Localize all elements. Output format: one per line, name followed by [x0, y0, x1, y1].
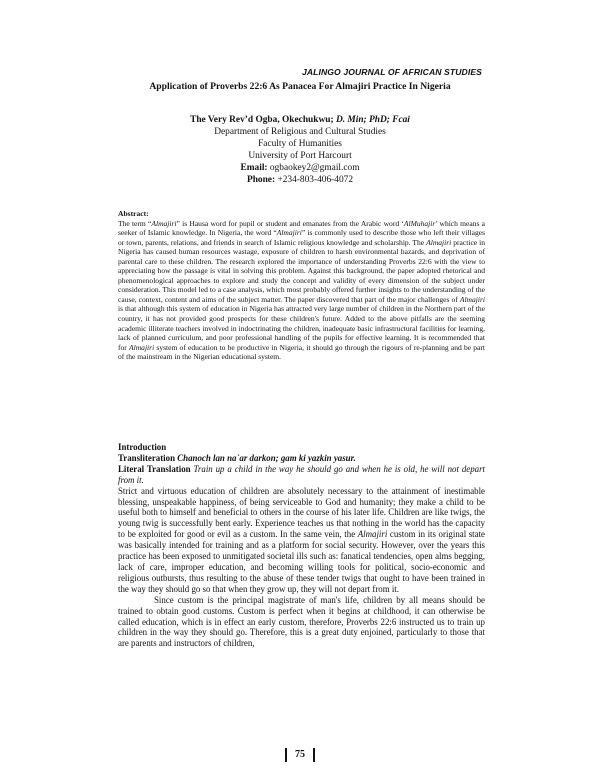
literal-translation-label: Literal Translation — [118, 463, 194, 474]
email-address: ogbaokey2@gmail.com — [267, 163, 360, 173]
faculty: Faculty of Humanities — [258, 139, 342, 149]
introduction-heading: Introduction — [118, 442, 167, 452]
literal-translation-line — [118, 464, 485, 486]
phone-line — [0, 174, 600, 186]
transliteration-label: Transliteration — [118, 452, 178, 463]
paper-title: Application of Proverbs 22:6 As Panacea For Almajiri Practice In Nigeria — [149, 81, 451, 92]
phone-label: Phone: — [246, 175, 276, 185]
abstract-label: Abstract: — [118, 209, 149, 218]
body-paragraph-2: Since custom is the principal magistrate of man's life, children by all means should be trained to obtain good customs. Custom is perfect when it begins at childhood, it can otherwise be called education, which is in effect an early custom, therefore, Proverbs 22:6 instructed us to train up children in the way they should go. Therefore, this is a great duty enjoined, particularly to those that are parents and instructors of children, — [118, 594, 485, 649]
page-number: 75 — [285, 748, 315, 762]
university: University of Port Harcourt — [248, 151, 352, 161]
author-block — [0, 114, 600, 186]
author-name: The Very Rev’d Ogba, Okechukwu; — [190, 115, 334, 125]
transliteration-line — [118, 453, 485, 464]
department: Department of Religious and Cultural Studies — [214, 127, 386, 137]
transliteration-text: Chanoch lan na`ar darkon; gam ki yazkin yasur. — [177, 452, 356, 463]
journal-name: JALINGO JOURNAL OF AFRICAN STUDIES — [301, 67, 482, 77]
abstract-text: The term “Almajiri” is Hausa word for pupil or student and emanates from the Arabic word ‘AlMuhajir’ which means a seeker of Islamic knowledge. In Nigeria, the word “Almajiri” is commonly used to describe those who left their villages or town, parents, relations, and friends in search of Islamic religious knowledge and scholarship. The Almajiri practice in Nigeria has caused human resources wastage, exposure of children to harsh environmental hazards, and deprivation of parental care to these children. The research explored the importance of understanding Proverbs 22:6 with the view to appreciating how the passage is vital in solving this problem. Against this background, the paper adopted rhetorical and phenomenological approaches to explore and study the concept and validity of every dimension of the subject under consideration. This model led to a case analysis, which most probably offered further insights to the understanding of the cause, context, content and aims of the subject matter. The paper discovered that part of the major challenges of Almajiri is that although this system of education in Nigeria has attracted very large number of children in the Northern part of the country, it has not provided good prospects for these children's future. Added to the above pitfalls are the seeming academic illiterate teachers involved in indoctrinating the children, inadequate basic infrastructural facilities for learning, lack of planned curriculum, and poor professional handling of the pupils for effective learning. It is recommended that for Almajiri system of education to be productive in Nigeria, it should go through the rigours of re-planning and be part of the mainstream in the Nigerian educational system. — [118, 218, 486, 362]
body-paragraph-1: Strict and virtuous education of children are absolutely necessary to the attainment of inestimable blessing, unspeakable happiness, of being serviceable to God and humanity; they make a child to be useful both to himself and beneficial to others in the course of his later life. Children are like twigs, the young twig is successfully bent early. Experience teaches us that nothing in the world has the capacity to be exploited for good or evil as a custom. In the same vein, the Almajiri custom in its original state was basically intended for training and as a platform for social security. However, over the years this practice has been exposed to unmitigated societal ills such as: fanatical tendencies, open alms begging, lack of care, improper education, and becoming willing tools for political, socio-economic and religious outbursts, thus resulting to the abuse of these tender twigs that ought to have been trained in the way they should go so that when they grow up, they will not depart from it. — [118, 485, 485, 594]
introduction-section — [118, 442, 485, 649]
phone-number: +234-803-406-4072 — [275, 175, 354, 185]
abstract — [118, 209, 485, 362]
email-label: Email: — [240, 163, 268, 173]
author-line — [0, 114, 600, 126]
email-line — [0, 162, 600, 174]
literal-translation-text: Train up a child in the way he should go and when he is old, he will not depart from it. — [118, 463, 485, 485]
author-degrees: D. Min; PhD; Fcai — [333, 115, 410, 125]
